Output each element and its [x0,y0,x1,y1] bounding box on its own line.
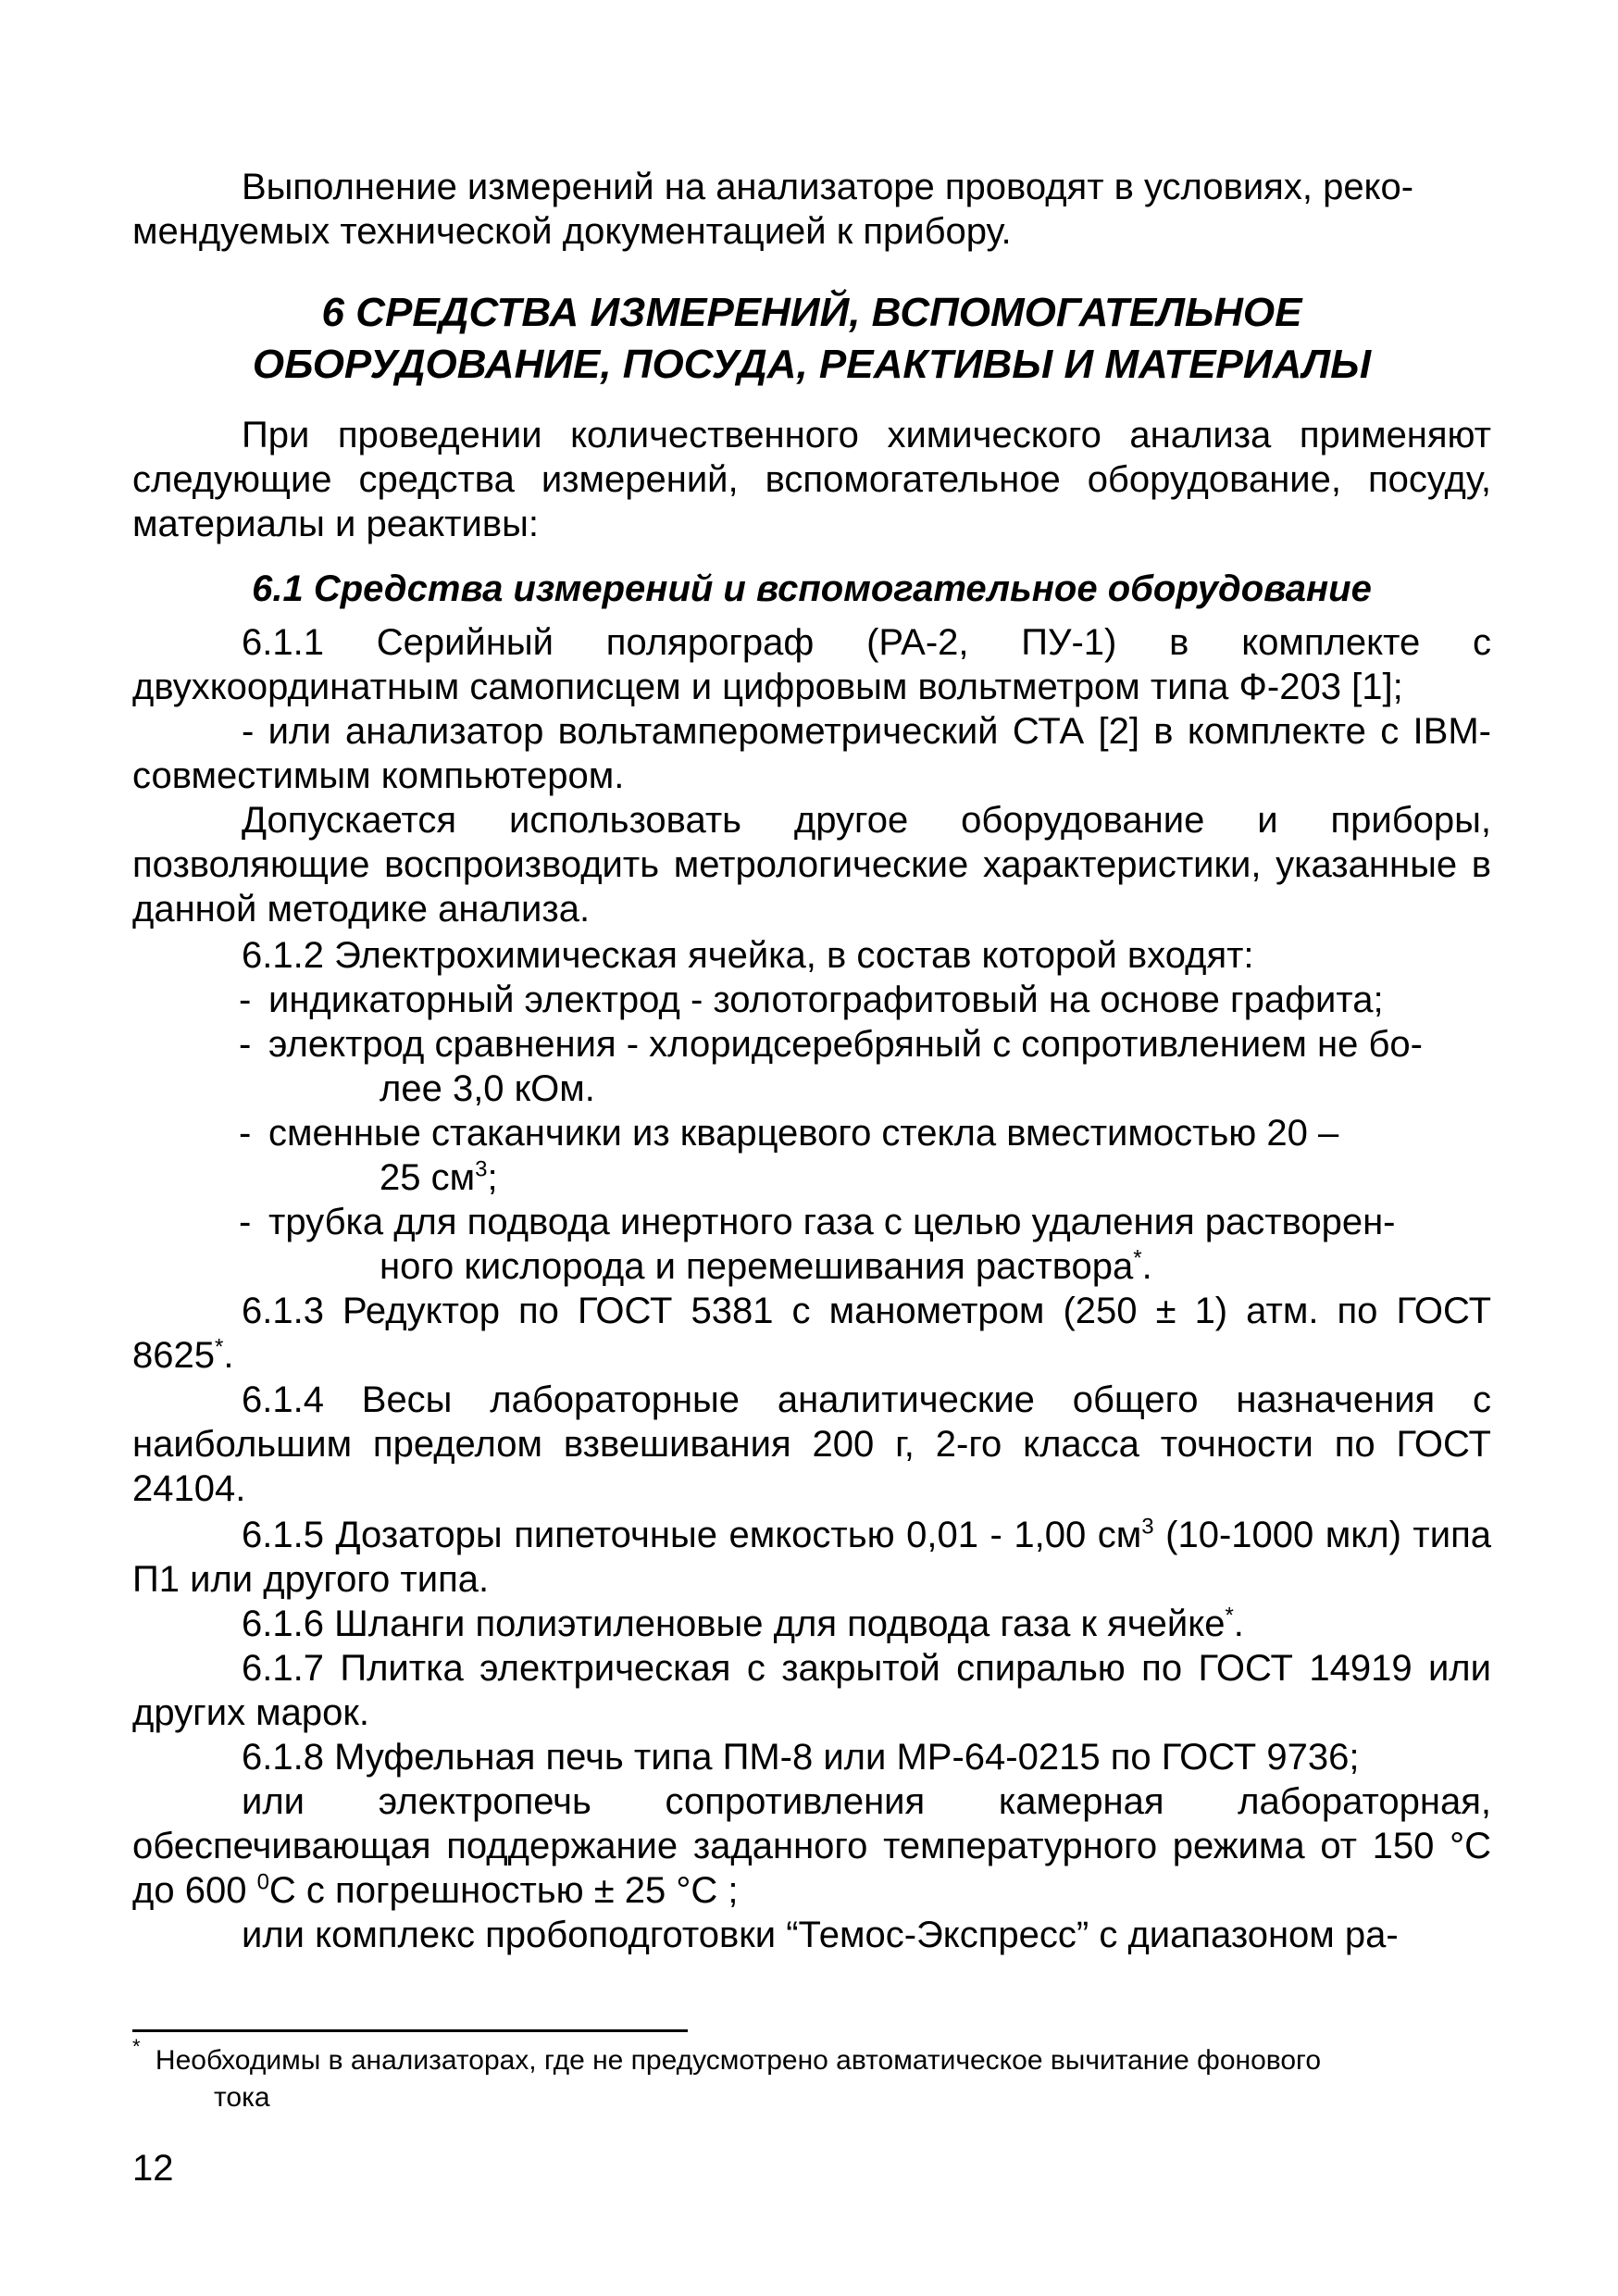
text-fragment: . [1233,1603,1244,1644]
text-fragment: . [1141,1246,1152,1287]
subsection-title: 6.1 Средства измерений и вспомогательное оборудование [252,568,1372,609]
text-fragment: 25 см [380,1157,476,1198]
item-6-1-5 [132,1513,1491,1602]
list-item-text-cont: лее 3,0 кОм. [380,1068,595,1109]
footnote-mark: * [132,2035,141,2058]
footnote-line-1: Необходимы в анализаторах, где не предусмотрено автоматическое вычитание фонового [155,2045,1322,2076]
list-item-text-cont [380,1244,1491,1289]
text-fragment: С с погрешностью ± 25 °С ; [268,1870,739,1911]
text-fragment: ; [487,1157,498,1198]
footnote-mark: * [214,1334,224,1360]
item-6-1-8: 6.1.8 Муфельная печь типа ПМ-8 или МР-64-0215 по ГОСТ 9736; [242,1737,1360,1778]
list-item-gas-tube [239,1200,1491,1289]
item-6-1-8-alt-furnace [132,1779,1491,1913]
item-6-1-1-alt: - или анализатор вольтамперометрический СТА [2] в комплекте с IBM-совместимым компьютером. [132,711,1491,796]
footnote-mark: * [1225,1603,1234,1628]
intro-paragraph [132,165,1491,254]
list-item-indicator-electrode [239,978,1491,1022]
item-6-1-3 [132,1289,1491,1378]
item-6-1-6 [132,1602,1491,1646]
text-fragment: . [223,1335,234,1376]
superscript: 3 [475,1156,488,1182]
list-dash: - [239,1024,252,1065]
list-dash: - [239,980,252,1020]
list-item-quartz-cups [239,1111,1491,1200]
list-item-text: индикаторный электрод - золотографитовый на основе графита; [268,980,1384,1020]
superscript: 3 [1141,1514,1154,1540]
text-fragment: ного кислорода и перемешивания раствора [380,1246,1134,1287]
text-fragment: или электропечь сопротивления камерная лабораторная, обеспечивающая поддержание заданного температурного режима от 150 °С до 600 [132,1781,1491,1911]
list-item-reference-electrode [239,1022,1491,1111]
section-title-line-1: 6 СРЕДСТВА ИЗМЕРЕНИЙ, ВСПОМОГАТЕЛЬНОЕ [321,290,1302,335]
item-6-1-2: 6.1.2 Электрохимическая ячейка, в состав которой входят: [242,935,1254,976]
text-fragment: 6.1.5 Дозаторы пипеточные емкостью 0,01 - 1,00 см [242,1515,1142,1555]
list-item-text: трубка для подвода инертного газа с целью удаления растворен- [268,1202,1396,1242]
section-title-line-2: ОБОРУДОВАНИЕ, ПОСУДА, РЕАКТИВЫ И МАТЕРИАЛЫ [252,342,1372,387]
footnote-line-2: тока [214,2082,270,2113]
item-6-1-7: 6.1.7 Плитка электрическая с закрытой спиралью по ГОСТ 14919 или других марок. [132,1648,1491,1733]
page-number: 12 [132,2148,174,2189]
list-dash: - [239,1113,252,1154]
footnote-divider [132,2029,688,2032]
item-6-1-4: 6.1.4 Весы лабораторные аналитические общего назначения с наибольшим пределом взвешивания 200 г, 2-го класса точности по ГОСТ 24104. [132,1379,1491,1509]
list-item-text: сменные стаканчики из кварцевого стекла вместимостью 20 – [268,1113,1339,1154]
list-item-text-cont [380,1155,1491,1200]
list-dash: - [239,1202,252,1242]
text-fragment: 6.1.3 Редуктор по ГОСТ 5381 с манометром (250 ± 1) атм. по ГОСТ 8625 [132,1291,1491,1376]
item-6-1-8-alt-complex: или комплекс пробоподготовки “Темос-Экспресс” с диапазоном ра- [242,1915,1399,1955]
item-6-1-1: 6.1.1 Серийный полярограф (PA-2, ПУ-1) в комплекте с двухкоординатным самописцем и цифровым вольтметром типа Ф-203 [1]; [132,622,1491,707]
footnote-mark: * [1133,1245,1142,1271]
footnote [132,2035,1491,2116]
intro-line-1: Выполнение измерений на анализаторе проводят в условиях, реко- [242,167,1414,207]
superscript: 0 [256,1869,269,1895]
list-item-text: электрод сравнения - хлоридсеребряный с сопротивлением не бо- [268,1024,1423,1065]
text-fragment: 6.1.6 Шланги полиэтиленовые для подвода газа к ячейке [242,1603,1226,1644]
text-fragment: (10-1000 мкл) типа П1 или другого типа. [132,1515,1491,1600]
item-6-1-1-note: Допускается использовать другое оборудование и приборы, позволяющие воспроизводить метрологические характеристики, указанные в данной методике анализа. [132,800,1491,930]
section-intro-paragraph: При проведении количественного химического анализа применяют следующие средства измерений, вспомогательное оборудование, посуду, материалы и реактивы: [132,415,1491,544]
section-title [132,287,1491,391]
intro-line-2: мендуемых технической документацией к прибору. [132,211,1012,252]
